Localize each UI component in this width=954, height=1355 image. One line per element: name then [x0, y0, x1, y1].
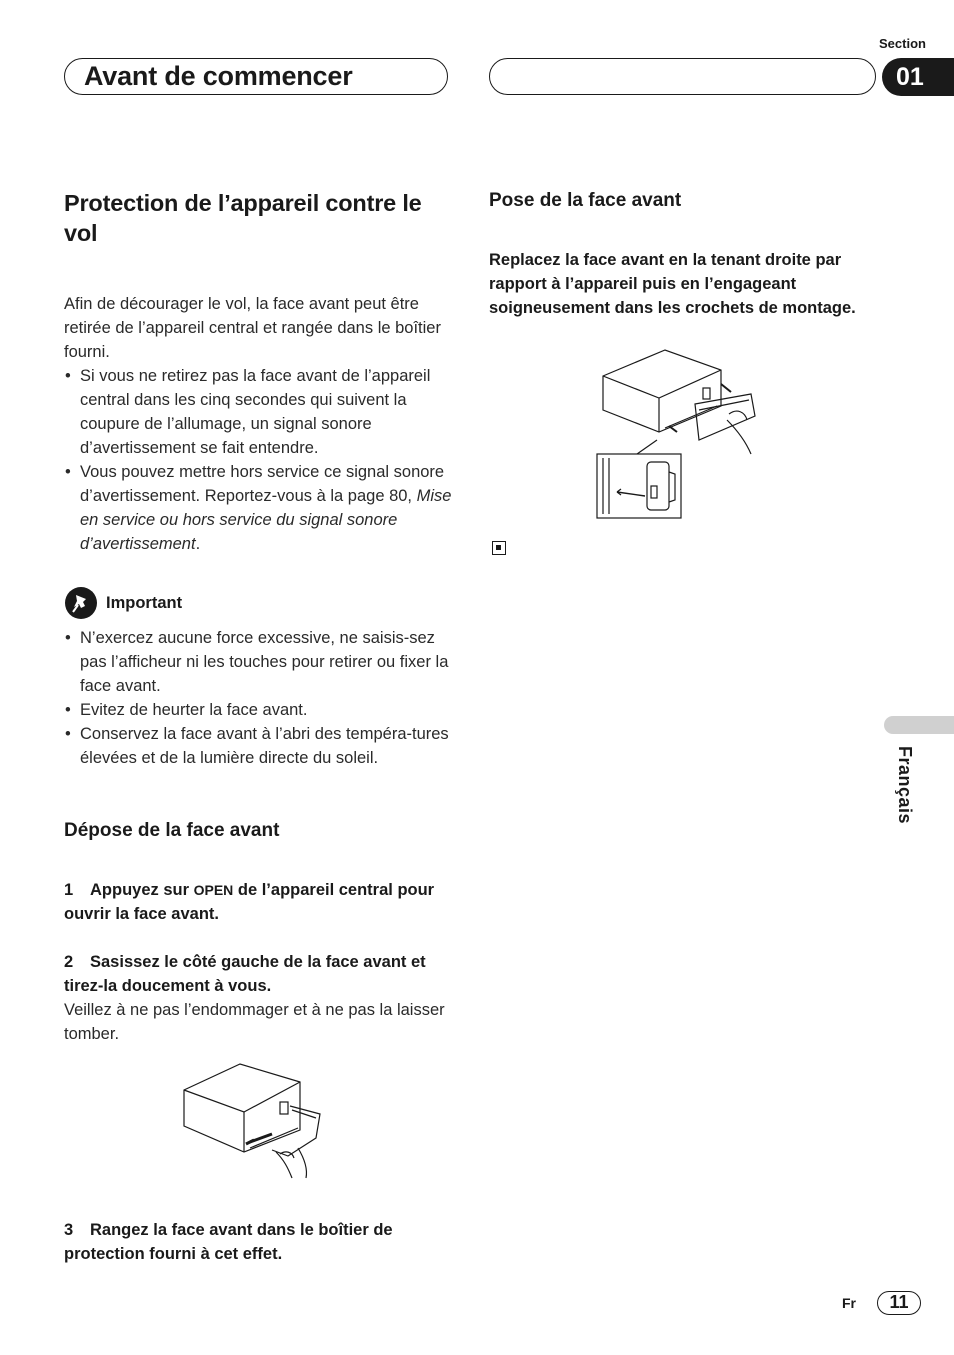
list-item: • Conservez la face avant à l’abri des tempéra-tures élevées et de la lumière directe du soleil. [64, 722, 454, 770]
section-label: Section [879, 36, 926, 51]
important-callout [64, 586, 454, 620]
section-number-badge: 01 [882, 58, 954, 96]
anti-theft-intro: Afin de décourager le vol, la face avant peut être retirée de l’appareil central et rangée dans le boîtier fourni. [64, 295, 441, 361]
header-blank-frame [489, 58, 876, 95]
open-key-label: OPEN [193, 882, 234, 898]
left-column [64, 188, 454, 1266]
list-item: • Si vous ne retirez pas la face avant de l’appareil central dans les cinq secondes qui suivent la coupure de l’allumage, un signal sonore d’avertissement se fait entendre. [64, 364, 454, 460]
anti-theft-bullets [64, 364, 454, 556]
list-item: • N’exercez aucune force excessive, ne saisis-sez pas l’afficheur ni les touches pour retirer ou fixer la face avant. [64, 626, 454, 698]
removal-subheading: Dépose de la face avant [64, 820, 280, 841]
language-tab [884, 716, 954, 734]
footer-language-code: Fr [842, 1295, 856, 1311]
page-title: Avant de commencer [84, 61, 353, 91]
important-bullets [64, 626, 454, 770]
language-label: Français [895, 746, 915, 825]
list-item: • Vous pouvez mettre hors service ce signal sonore d’avertissement. Reportez-vous à la page 80, Mise en service ou hors service du signal sonore d’avertissement. [64, 460, 454, 556]
step-1: 1 Appuyez sur OPEN de l’appareil central pour ouvrir la face avant. [64, 881, 435, 923]
page-number: 11 [877, 1291, 921, 1315]
installation-illustration [595, 344, 765, 524]
step-2: 2 Sasissez le côté gauche de la face avant et tirez-la doucement à vous. [64, 953, 426, 995]
cross-reference: Mise en service ou hors service du signal sonore d’avertissement [80, 487, 452, 553]
pushpin-icon [64, 586, 98, 620]
installation-subheading: Pose de la face avant [489, 190, 682, 211]
anti-theft-heading: Protection de l’appareil contre le vol [64, 190, 422, 246]
important-label: Important [106, 593, 183, 612]
section-end-mark [492, 541, 506, 555]
installation-instruction: Replacez la face avant en la tenant droite par rapport à l’appareil puis en l’engageant soigneusement dans les crochets de montage. [489, 251, 856, 317]
removal-illustration [180, 1060, 340, 1180]
list-item: • Evitez de heurter la face avant. [64, 698, 454, 722]
step-2-note: Veillez à ne pas l’endommager et à ne pas la laisser tomber. [64, 1001, 445, 1043]
step-3: 3 Rangez la face avant dans le boîtier de protection fourni à cet effet. [64, 1221, 393, 1263]
right-column [489, 188, 879, 524]
